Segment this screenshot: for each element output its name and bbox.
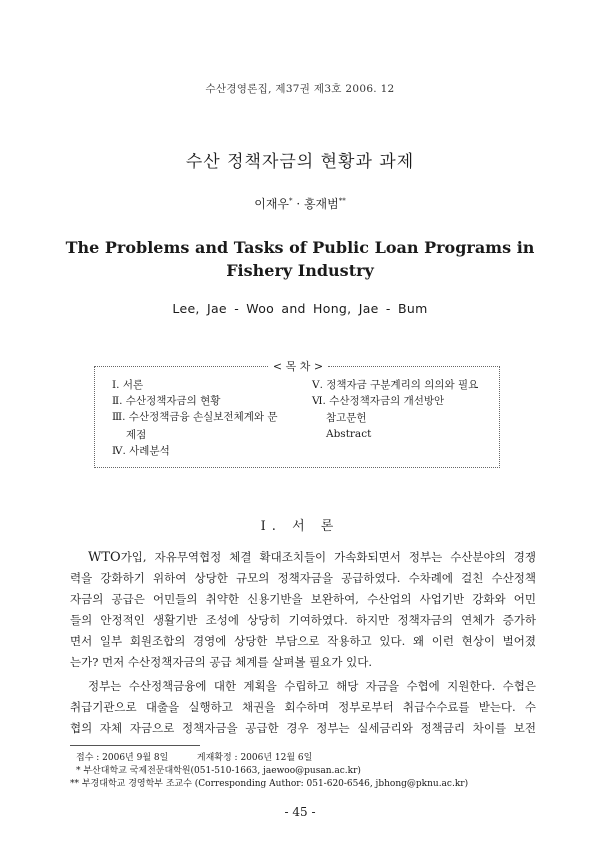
toc-heading: < 목 차 > <box>268 358 328 374</box>
footnote-dates: 접수 : 2006년 9월 8일 게재확정 : 2006년 12월 6일 <box>76 753 313 763</box>
footnote-2: ** 부경대학교 경영학부 조교수 (Corresponding Author: 051-620-6546, jbhong@pknu.ac.kr) <box>70 779 469 789</box>
footnote-1: * 부산대학교 국제전문대학원(051-510-1663, jaewoo@pusan.ac.kr) <box>76 766 361 776</box>
section-heading: Ⅰ. 서 론 <box>260 519 340 534</box>
english-title-line-2: Fishery Industry <box>226 261 374 280</box>
toc-border-right-segment <box>328 366 500 367</box>
english-title <box>0 236 600 282</box>
body-line: 취급기관으로 대출을 실행하고 채권을 회수하며 정부로부터 취급수수료를 받는다. 수 <box>70 700 536 714</box>
body-line: 협의 자체 자금으로 정책자금을 공급한 경우 정부는 실세금리와 정책금리 차이를 보전 <box>70 721 536 735</box>
author-2-mark: ** <box>338 197 346 205</box>
body-line: 력을 강화하기 위하여 상당한 규모의 정책자금을 공급하였다. 수차례에 걸친 수산정책 <box>70 571 536 585</box>
body-line: 정부는 수산정책금융에 대한 계획을 수립하고 해당 자금을 수협에 지원한다. 수협은 <box>88 679 536 693</box>
english-authors: Lee, Jae - Woo and Hong, Jae - Bum <box>172 301 428 316</box>
toc-item: Ⅳ. 사례분석 <box>112 445 170 457</box>
korean-authors <box>0 195 600 212</box>
toc-item: Abstract <box>326 428 372 440</box>
lead-word: WTO <box>88 550 121 565</box>
author-separator: · <box>292 197 304 211</box>
toc-item: Ⅱ. 수산정책자금의 현황 <box>112 395 221 407</box>
body-line: 면서 일부 회원조합의 경영에 상당한 부담으로 작용하고 있다. 왜 이런 현상이 벌어졌 <box>70 634 536 648</box>
toc-item: 참고문헌 <box>326 412 367 424</box>
footnote-rule <box>70 745 200 746</box>
page-number: - 45 - <box>284 805 316 819</box>
toc-item: 제점 <box>126 429 147 441</box>
english-title-line-1: The Problems and Tasks of Public Loan Programs in <box>65 238 535 257</box>
author-2-korean: 홍재범 <box>303 197 339 211</box>
toc-item: Ⅴ. 정책자금 구분계리의 의의와 필요 <box>312 379 479 391</box>
toc-border-left-segment <box>94 366 268 367</box>
journal-header: 수산경영론집, 제37권 제3호 2006. 12 <box>205 83 395 95</box>
toc-item: Ⅲ. 수산정책금융 손실보전체계와 문 <box>112 411 278 423</box>
author-1-korean: 이재우 <box>254 197 290 211</box>
body-line: 는가? 먼저 수산정책자금의 공급 체계를 살펴볼 필요가 있다. <box>70 655 373 669</box>
body-line: 들의 안정적인 생활기반 조성에 상당히 기여하였다. 하지만 정책자금의 연체가 증가하 <box>70 613 536 627</box>
body-line: 자금의 공급은 어민들의 취약한 신용기반을 보완하여, 수산업의 사업기반 강화와 어민 <box>70 592 536 606</box>
toc-item: Ⅵ. 수산정책자금의 개선방안 <box>312 395 445 407</box>
body-line: WTO가입, 자유무역협정 체결 확대조치들이 가속화되면서 정부는 수산분야의 경쟁 <box>88 550 536 565</box>
korean-title: 수산 정책자금의 현황과 과제 <box>185 152 415 172</box>
toc-item: Ⅰ. 서론 <box>112 379 144 391</box>
author-1-mark: * <box>289 197 293 205</box>
